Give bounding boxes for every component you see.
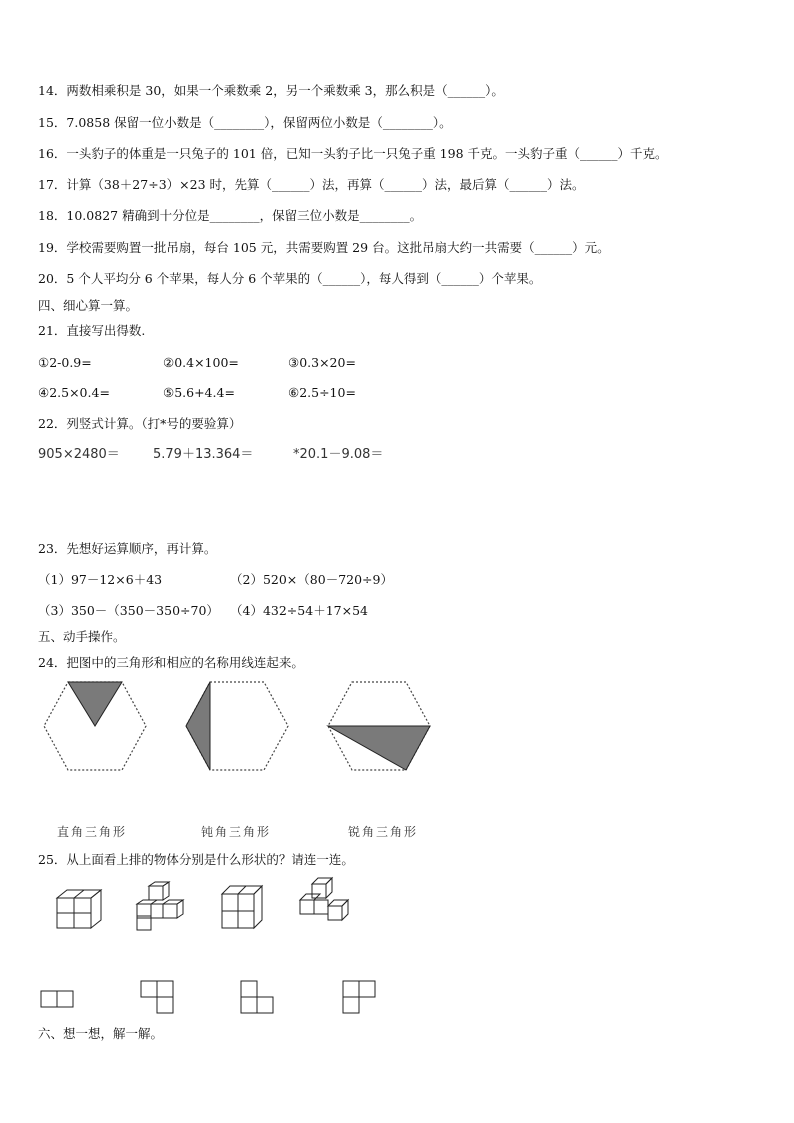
q21-item-5: ⑤5.6+4.4= bbox=[163, 385, 235, 400]
question-22-title: 22．列竖式计算。（打*号的要验算） bbox=[38, 416, 242, 431]
q21-item-2: ②0.4×100= bbox=[163, 355, 239, 370]
question-19: 19．学校需要购置一批吊扇，每台 105 元，共需要购置 29 台。这批吊扇大约一共需要（______）元。 bbox=[38, 240, 610, 255]
question-18: 18．10.0827 精确到十分位是________，保留三位小数是________。 bbox=[38, 208, 423, 223]
acute-triangle-shape bbox=[328, 726, 430, 770]
hexagon-figure-3 bbox=[324, 680, 434, 775]
cube-group-2 bbox=[135, 882, 191, 934]
q21-item-1: ①2-0.9= bbox=[38, 355, 92, 370]
q23-item-3: （3）350－（350－350÷70） bbox=[38, 603, 219, 618]
label-obtuse-triangle: 钝角三角形 bbox=[201, 825, 272, 839]
hexagon-figure-2 bbox=[182, 680, 292, 775]
question-17: 17．计算（38＋27÷3）×23 时，先算（______）法，再算（______）法，最后算（______）法。 bbox=[38, 177, 585, 192]
question-14: 14．两数相乘积是 30，如果一个乘数乘 2，另一个乘数乘 3，那么积是（______）。 bbox=[38, 83, 504, 98]
question-21-title: 21．直接写出得数. bbox=[38, 323, 146, 338]
question-24-title: 24．把图中的三角形和相应的名称用线连起来。 bbox=[38, 655, 304, 670]
cube-group-4 bbox=[298, 878, 354, 934]
cube-group-1 bbox=[55, 880, 105, 932]
q23-item-2: （2）520×（80－720÷9） bbox=[230, 572, 393, 587]
section-4-heading: 四、细心算一算。 bbox=[38, 298, 139, 313]
cube-group-3 bbox=[220, 882, 270, 934]
q22-item-3: *20.1－9.08＝ bbox=[293, 447, 384, 462]
q21-item-3: ③0.3×20= bbox=[288, 355, 356, 370]
section-6-heading: 六、想一想，解一解。 bbox=[38, 1026, 164, 1041]
obtuse-triangle-shape bbox=[186, 682, 210, 770]
q21-item-4: ④2.5×0.4= bbox=[38, 385, 110, 400]
q23-item-4: （4）432÷54＋17×54 bbox=[230, 603, 368, 618]
q23-item-1: （1）97－12×6＋43 bbox=[38, 572, 163, 587]
question-16: 16．一头豹子的体重是一只兔子的 101 倍，已知一头豹子比一只兔子重 198 千克。一头豹子重（______）千克。 bbox=[38, 146, 668, 161]
top-view-shape-1 bbox=[40, 990, 80, 1010]
top-view-shape-4 bbox=[342, 980, 382, 1020]
q21-item-6: ⑥2.5÷10= bbox=[288, 385, 356, 400]
right-triangle-shape bbox=[68, 682, 122, 726]
hexagon-figure-1 bbox=[40, 680, 150, 775]
question-25-title: 25．从上面看上排的物体分别是什么形状的？请连一连。 bbox=[38, 852, 354, 867]
section-5-heading: 五、动手操作。 bbox=[38, 629, 126, 644]
question-23-title: 23．先想好运算顺序，再计算。 bbox=[38, 541, 217, 556]
top-view-shape-3 bbox=[240, 980, 280, 1020]
question-20: 20．5 个人平均分 6 个苹果，每人分 6 个苹果的（______），每人得到（______）个苹果。 bbox=[38, 271, 542, 286]
question-15: 15．7.0858 保留一位小数是（________），保留两位小数是（________）。 bbox=[38, 115, 452, 130]
label-right-triangle: 直角三角形 bbox=[57, 825, 128, 839]
q22-item-2: 5.79＋13.364＝ bbox=[153, 447, 254, 462]
q22-item-1: 905×2480＝ bbox=[38, 447, 120, 462]
top-view-shape-2 bbox=[140, 980, 180, 1020]
label-acute-triangle: 锐角三角形 bbox=[348, 825, 419, 839]
